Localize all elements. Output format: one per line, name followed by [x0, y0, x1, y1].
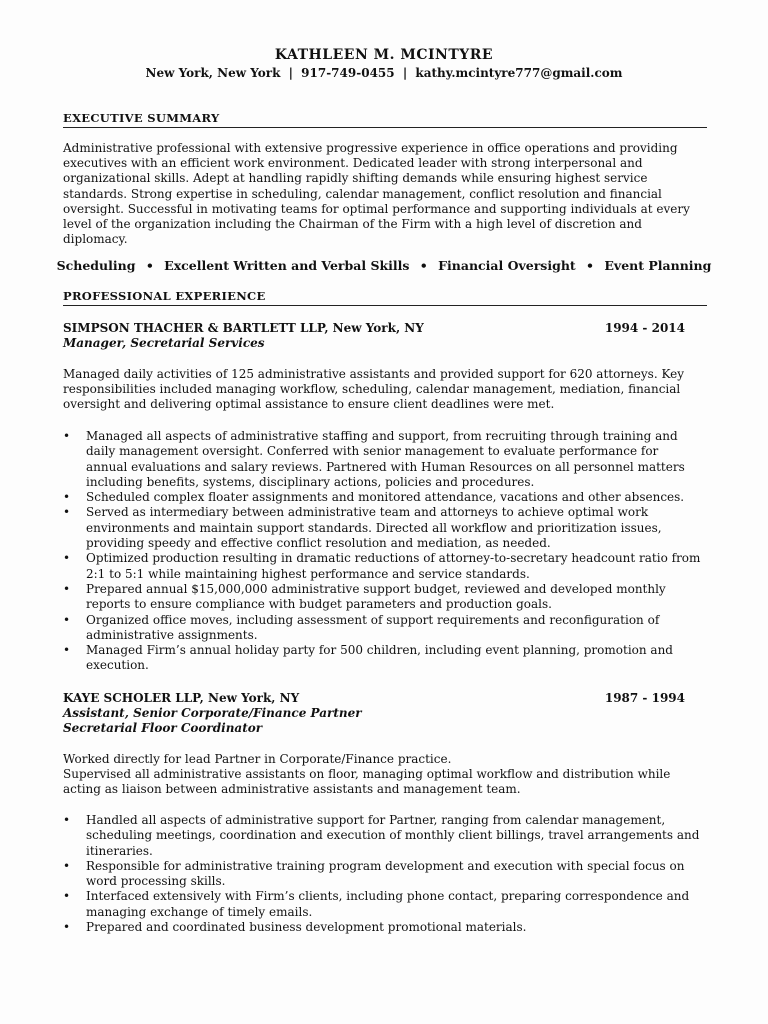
bullet-line: Scheduled complex floater assignments and monitored attendance, vacations and other absences. — [86, 490, 685, 505]
job-header — [63, 691, 685, 736]
email-link[interactable]: kathy.mcintyre777@gmail.com — [415, 66, 623, 80]
bullet-item — [63, 813, 713, 859]
bullet-glyph: • — [63, 551, 71, 566]
bullet-glyph: • — [63, 643, 71, 658]
summary-line: oversight. Successful in motivating teams for optimal performance and supporting individuals at every — [63, 201, 690, 216]
bullet-glyph: • — [63, 505, 71, 520]
description-line: Supervised all administrative assistants on floor, managing optimal workflow and distribution while — [63, 767, 671, 782]
bullet-line: itineraries. — [86, 843, 153, 858]
job-role: Manager, Secretarial Services — [63, 336, 265, 350]
summary-line: standards. Strong expertise in scheduling, calendar management, conflict resolution and financial — [63, 186, 662, 201]
bullet-line: execution. — [86, 658, 149, 673]
company-name: KAYE SCHOLER LLP, New York, NY — [63, 691, 300, 705]
job-role: Assistant, Senior Corporate/Finance Partner — [63, 706, 362, 720]
bullet-line: Organized office moves, including assessment of support requirements and reconfiguration of — [86, 612, 660, 627]
bullet-item — [63, 859, 713, 890]
skill: Excellent Written and Verbal Skills — [164, 258, 410, 273]
summary-line: diplomacy. — [63, 232, 128, 247]
bullet-line: scheduling meetings, coordination and execution of monthly client billings, travel arrangements and — [86, 828, 700, 843]
bullet-line: Responsible for administrative training program development and execution with special focus on — [86, 858, 685, 873]
summary-line: executives with an efficient work environment. Dedicated leader with strong interpersonal and — [63, 156, 643, 171]
candidate-name: KATHLEEN M. MCINTYRE — [274, 47, 494, 63]
summary-line: level of the organization including the Chairman of the Firm with a high level of discretion and — [63, 217, 642, 232]
bullet-line: Optimized production resulting in dramatic reductions of attorney-to-secretary headcount ratio from — [86, 551, 701, 566]
bullet-line: administrative assignments. — [86, 627, 258, 642]
phone: 917-749-0455 — [301, 66, 395, 80]
skill: Event Planning — [604, 258, 712, 273]
contact-line — [0, 64, 768, 82]
executive-summary-heading: EXECUTIVE SUMMARY — [63, 111, 707, 128]
bullet-line: Managed all aspects of administrative staffing and support, from recruiting through training and — [86, 429, 678, 443]
bullet-line: Prepared annual $15,000,000 administrative support budget, reviewed and developed monthly — [86, 581, 666, 596]
job-role: Secretarial Floor Coordinator — [63, 721, 263, 735]
description-line: Worked directly for lead Partner in Corporate/Finance practice. — [63, 752, 452, 766]
separator: | — [288, 66, 293, 80]
bullet-item — [63, 429, 713, 490]
job-header — [63, 321, 685, 351]
description-line: acting as liaison between administrative assistants and management team. — [63, 782, 521, 797]
bullet-glyph: • — [63, 920, 71, 935]
bullet-line: annual evaluations and salary reviews. Partnered with Human Resources on all personnel matters — [86, 459, 685, 474]
job-dates: 1994 - 2014 — [604, 321, 685, 335]
bullet-item — [63, 643, 713, 674]
bullet-glyph: • — [63, 429, 71, 443]
summary-line: organizational skills. Adept at handling rapidly shifting demands while ensuring highest service — [63, 171, 648, 186]
skill: Scheduling — [56, 258, 136, 273]
location: New York, New York — [145, 66, 281, 80]
job-bullets — [63, 429, 713, 674]
bullet-line: Served as intermediary between administrative team and attorneys to achieve optimal work — [86, 505, 649, 520]
bullet-item — [63, 889, 713, 920]
bullet-line: word processing skills. — [86, 874, 226, 889]
job-description — [63, 752, 713, 798]
description-line: responsibilities included managing workflow, scheduling, calendar management, mediation, financial — [63, 382, 681, 397]
bullet-line: reports to ensure compliance with budget parameters and production goals. — [86, 597, 552, 612]
bullet-item — [63, 920, 713, 935]
bullet-line: Prepared and coordinated business development promotional materials. — [86, 920, 527, 935]
professional-experience-heading: PROFESSIONAL EXPERIENCE — [63, 289, 707, 306]
bullet-glyph: • — [63, 581, 71, 596]
resume-header — [0, 46, 768, 82]
job-bullets — [63, 813, 713, 935]
bullet-line: including benefits, systems, disciplinary actions, policies and procedures. — [86, 474, 535, 489]
bullet-item — [63, 505, 713, 551]
company-name: SIMPSON THACHER & BARTLETT LLP, New York, NY — [63, 321, 424, 335]
bullet-line: Handled all aspects of administrative support for Partner, ranging from calendar management, — [86, 813, 666, 827]
description-line: Managed daily activities of 125 administrative assistants and provided support for 620 attorneys. Key — [63, 367, 684, 381]
skill: Financial Oversight — [438, 258, 576, 273]
bullet-line: environments and maintain support standards. Directed all workflow and prioritization issues, — [86, 520, 662, 535]
bullet-glyph: • — [63, 612, 71, 627]
bullet-item — [63, 490, 713, 505]
bullet-glyph: • — [63, 889, 71, 904]
bullet-glyph: • — [63, 490, 71, 505]
bullet-line: daily management oversight. Conferred with senior management to evaluate performance for — [86, 444, 659, 459]
bullet-glyph: • — [63, 813, 71, 827]
description-line: oversight and delivering optimal assistance to ensure client deadlines were met. — [63, 397, 555, 412]
bullet-line: Managed Firm’s annual holiday party for 500 children, including event planning, promotion and — [86, 643, 673, 658]
job-description — [63, 367, 713, 413]
job-dates: 1987 - 1994 — [604, 691, 685, 705]
bullet-item — [63, 613, 713, 644]
bullet-item — [63, 582, 713, 613]
skills-row — [0, 258, 768, 274]
skill-separator: • — [419, 258, 428, 273]
executive-summary-text — [63, 141, 713, 247]
skill-separator: • — [586, 258, 595, 273]
bullet-glyph: • — [63, 858, 71, 873]
summary-line: Administrative professional with extensive progressive experience in office operations and providing — [63, 141, 678, 155]
bullet-line: managing exchange of timely emails. — [86, 904, 313, 919]
bullet-line: Interfaced extensively with Firm’s clients, including phone contact, preparing correspondence and — [86, 889, 690, 904]
separator: | — [402, 66, 408, 80]
bullet-line: 2:1 to 5:1 while maintaining highest performance and service standards. — [86, 566, 530, 581]
bullet-line: providing speedy and effective conflict resolution and mediation, as needed. — [86, 536, 551, 551]
skill-separator: • — [145, 258, 154, 273]
bullet-item — [63, 551, 713, 582]
